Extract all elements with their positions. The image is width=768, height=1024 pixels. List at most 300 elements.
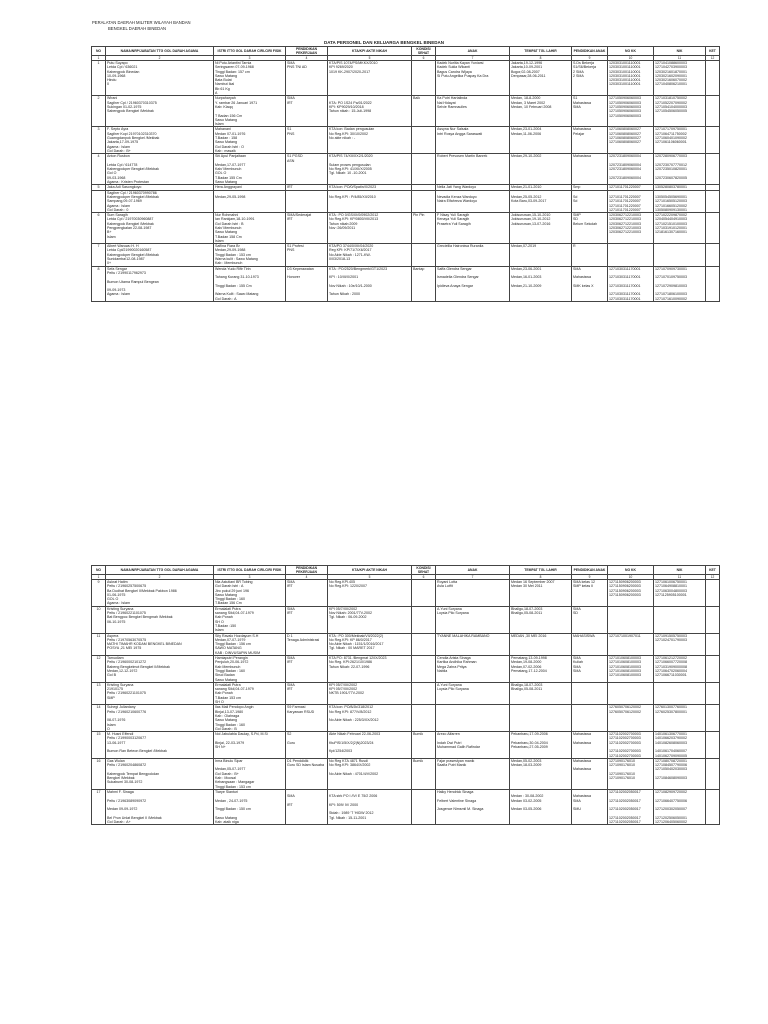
cell-line: Jaka Adi Sasongkoyo	[107, 185, 142, 190]
cell-line	[413, 61, 434, 65]
anak-cell	[436, 682, 510, 704]
cell-line: Nol Jabulabla Daulay, S.Pd, M.Si	[215, 732, 268, 737]
column-number: 1	[92, 56, 106, 61]
anak-cell	[436, 656, 510, 683]
nama-cell	[106, 656, 214, 683]
ttl-cell	[510, 705, 572, 732]
cell-line: 1271084608090003	[655, 776, 687, 781]
cell-line: Islam	[107, 722, 116, 727]
cell-line: 1271102002700003	[609, 740, 641, 745]
header-line-2: BENGKEL DAERAH BINEDAN	[108, 26, 167, 31]
kondisi-cell	[412, 656, 436, 683]
cell-line: SMA	[573, 664, 581, 669]
ket-cell	[706, 580, 720, 607]
cell-line: 0	[107, 82, 109, 87]
ttl-cell	[510, 758, 572, 789]
cell-line: Kartika Andhika Rahman	[437, 660, 477, 665]
cell-line: Peltu / 21990117962973	[107, 270, 146, 275]
cell-line: Mahasiswa	[573, 732, 591, 737]
cell-line: 1203062712210003	[609, 225, 641, 230]
column-header: KET	[706, 566, 720, 575]
cell-line: Si Putu Angelika Puspay Ka Dra	[437, 73, 489, 78]
cell-line: Ni Putu Ariantini Tarnia	[215, 61, 252, 65]
cell-line: Letda Cpl / 636021	[107, 65, 138, 70]
cell-line: Nambut Ikal	[215, 82, 235, 87]
cell-line	[413, 191, 434, 195]
cell-line: 1203031001110001	[609, 82, 641, 87]
cell-line: No Reg. KPI:2621/10/1986	[329, 660, 372, 665]
cell-line: D3 Keperawatan	[287, 266, 314, 271]
pendidikan-anak-cell	[572, 633, 608, 655]
cell-line: Kebangsaan : Mangagar	[215, 780, 255, 785]
cell-line: Sulam proses pengusulan	[329, 162, 371, 167]
kta-cell	[328, 758, 412, 789]
cell-line: Gol Darah : B+	[215, 771, 239, 776]
cell-line	[609, 607, 652, 611]
cell-line: 1271200302050007	[655, 807, 687, 812]
cell-line	[707, 185, 718, 189]
cell-line: 1271090176010	[609, 758, 635, 763]
cell-line	[707, 656, 718, 660]
nik-cell	[654, 213, 706, 244]
cell-line: Medan,29-09-1988	[215, 248, 246, 253]
ket-cell	[706, 127, 720, 154]
cell-line: No Reg.KPI: 41/XII/X/2005	[329, 167, 372, 172]
cell-line: Bat Bengpoc Bengkel Bengmah /Mekbak	[107, 615, 173, 620]
cell-line: 1271042703900003	[655, 65, 687, 70]
cell-line: Mahasiswa	[573, 275, 591, 280]
cell-line: No Reg.KPI: 1220/2007	[329, 584, 367, 589]
cell-line: SMA	[573, 104, 581, 109]
column-header: KONDISI SEHAT	[412, 47, 436, 56]
cell-line: 1271041088600003	[655, 61, 687, 65]
column-header-row	[92, 566, 720, 575]
cell-line: SH O	[215, 619, 224, 624]
cell-line: 1271080708720001	[655, 758, 687, 763]
column-number: 5	[328, 575, 412, 580]
cell-line: 1271070109750003	[655, 275, 687, 280]
cell-line: Sd	[573, 194, 578, 199]
cell-line: 1271125905100001	[655, 592, 687, 597]
pendidikan-anak-cell	[572, 789, 608, 824]
column-header: PENDIDIKAN ANAK	[572, 566, 608, 575]
cell-line: Hindu	[107, 78, 117, 83]
cell-line: Medan,05-02-2003	[511, 758, 542, 763]
cell-line: 1271030311170001	[609, 275, 641, 280]
cell-line: 1203062712210003	[609, 230, 641, 235]
cell-line: Akte Nikah Februari 22-06-2003	[329, 732, 381, 737]
cell-line: Loysia Pilo Suryana	[437, 687, 469, 692]
table-1-body	[92, 61, 720, 302]
cell-line: Ermalalati Putra	[215, 682, 241, 687]
cell-line: Kadek Nurlita Kayan Yuniarsi	[437, 61, 484, 65]
cell-line: Bhaligu,05-08-2011	[511, 687, 543, 692]
cell-line: 1271030311170001	[609, 292, 641, 297]
cell-line: 1203031001110001	[609, 69, 641, 74]
cell-line: KTA kon: PO/8/Jk/318/2012	[329, 705, 374, 710]
cell-line: Medan,29-05-1998	[215, 194, 246, 199]
pendidikan-anak-cell	[572, 190, 608, 212]
ttl-cell	[510, 127, 572, 154]
anak-cell	[436, 127, 510, 154]
cell-line	[609, 683, 652, 687]
cell-line: Peltu / 21960210600776	[107, 709, 147, 714]
cell-line: No Reg.KPI: 30/10/2002	[329, 131, 368, 136]
pendidikan-cell	[286, 213, 328, 244]
cell-line: 1203021602090001	[655, 73, 687, 78]
pendidikan-cell	[286, 61, 328, 96]
ttl-cell	[510, 580, 572, 607]
cell-line: 1207230707770012	[655, 162, 687, 167]
ket-cell	[706, 705, 720, 732]
cell-line: 1271050906060003	[609, 109, 641, 114]
cell-line: Medan 30 Mei 2011	[511, 584, 543, 589]
anak-cell	[436, 580, 510, 607]
cell-line: Agama : Islam	[107, 292, 130, 297]
pendidikan-anak-cell	[572, 606, 608, 633]
column-number: 1	[92, 575, 106, 580]
cell-line: 1271102002050017	[609, 815, 641, 820]
cell-line: 1207231809060004	[609, 167, 641, 172]
personnel-table-1	[91, 46, 720, 302]
cell-line: Binjai, 22-03-1979	[215, 740, 245, 745]
cell-line: 1271102002700003	[609, 753, 641, 758]
cell-line	[437, 705, 508, 709]
cell-line: Binjai,13-07-1980	[215, 709, 244, 714]
ttl-cell	[510, 656, 572, 683]
istri-cell	[214, 266, 286, 301]
cell-line: No Akte Nikah : 4701/4/V/2002	[329, 771, 379, 776]
cell-line: 1271090176010	[609, 763, 635, 768]
kta-cell	[328, 705, 412, 732]
cell-line: 1271011701220007	[609, 199, 641, 204]
cell-line: SAWO MATANG	[215, 646, 242, 651]
cell-line: 1271031810750002	[655, 96, 687, 101]
cell-line: Gol Darah Istri : A	[215, 584, 244, 589]
ket-cell	[706, 633, 720, 655]
anak-cell	[436, 732, 510, 759]
cell-line: Nia Astutiani BR Tobing	[215, 580, 253, 584]
cell-line: Nurpaharyah	[215, 96, 236, 101]
cell-line	[573, 683, 606, 687]
cell-line: 1271021510100003	[655, 221, 687, 226]
cell-line: Tenaga Administrasi	[287, 637, 320, 642]
column-number: 4	[286, 56, 328, 61]
cell-line: 1271091505750003	[655, 633, 687, 638]
cell-line: Kabengpok Bengkel /Mekbak	[107, 221, 154, 226]
cell-line: ASN	[287, 158, 295, 163]
nik-cell	[654, 190, 706, 212]
cell-line: S1/S6/Bekerja	[573, 65, 596, 70]
cell-line: A.Yuni Suryana	[437, 682, 462, 687]
cell-line: Medan, 18-8-2000	[511, 96, 541, 101]
cell-line: Kuliah	[573, 660, 583, 665]
cell-line: Guru	[287, 740, 295, 745]
cell-line: 1207280906770003	[655, 154, 687, 159]
cell-line: Gol Darah : 0	[107, 207, 129, 212]
cell-line: IRT	[287, 687, 293, 692]
cell-line: Tinggi Badan: 157 cm	[215, 69, 250, 74]
cell-line: Kab Ponah	[215, 691, 233, 696]
cell-line: Sagiher Cpl / 21960370310375	[107, 100, 157, 105]
cell-line: 06-10-1975	[107, 619, 126, 624]
anak-cell	[436, 244, 510, 266]
cell-line: Tahun Nikah : 2000	[329, 292, 360, 297]
cell-line: Mahasiswa	[573, 767, 591, 772]
cell-line: SMA	[287, 61, 295, 65]
column-header: ANAK	[436, 47, 510, 56]
cell-line: Wirani	[107, 96, 118, 101]
cell-line: Islam	[107, 234, 116, 239]
cell-line: No Akte Nikah : 225/3/XX/2012	[329, 718, 379, 723]
cell-line: Gol Darah : B+	[107, 148, 131, 153]
kta-cell	[328, 190, 412, 212]
cell-line	[413, 705, 434, 709]
cell-line: Askrat Hatim	[107, 580, 128, 584]
cell-line: Sabengpok Bengkel /Mekbak	[107, 109, 154, 114]
cell-line: Pematang,17-12-2004	[511, 668, 547, 673]
cell-line: KTA/PIS 74/XII/XX2/1/2020	[329, 154, 373, 159]
cell-line: Mahasiswa	[573, 154, 591, 159]
cell-line: Denpasar,28-06-2011	[511, 73, 546, 78]
cell-line: Jakarta,17-09-1975	[107, 140, 139, 145]
kondisi-cell	[412, 682, 436, 704]
cell-line: SD	[573, 611, 578, 616]
cell-line: No Akte Nikah : 1271-KW-	[329, 252, 371, 257]
istri-cell	[214, 606, 286, 633]
cell-line: Cendia Arista Sinaga	[437, 656, 471, 661]
cell-line: 1271071806100003	[655, 292, 687, 297]
ket-cell	[706, 682, 720, 704]
cell-line: Kab/ Membunuh	[215, 167, 242, 172]
cell-line: 1271016605120002	[655, 203, 687, 208]
no-kk-cell	[608, 732, 654, 759]
cell-line: 1203021606070002	[655, 78, 687, 83]
ket-cell	[706, 213, 720, 244]
cell-line	[707, 213, 718, 217]
cell-line: 1276025307800001	[655, 709, 687, 714]
ket-cell	[706, 96, 720, 127]
column-header: NAMA/NRP/JABATAN TTG GOL DARAH AGAMA	[106, 47, 214, 56]
column-header: ISTRI ITTG GOL DARAH CIRI-CIRI FISIK	[214, 47, 286, 56]
no-kk-cell	[608, 154, 654, 185]
table-row	[92, 732, 720, 759]
cell-line: Medan , 24-07-1975	[215, 798, 248, 803]
no-cell: 4	[92, 154, 106, 185]
cell-line: Pin Pin	[413, 213, 425, 218]
nama-cell	[106, 244, 214, 266]
cell-line: Kabengpokper Bengkel /Mekbak	[107, 252, 159, 257]
cell-line: Medan,21-10-2009	[511, 283, 542, 288]
cell-line: Tinggi Badan : 160	[215, 722, 246, 727]
cell-line: 1271022209870002	[655, 213, 687, 218]
column-number: 7	[436, 56, 510, 61]
istri-cell	[214, 96, 286, 127]
cell-line: GOL O	[107, 597, 119, 602]
ket-cell	[706, 606, 720, 633]
cell-line	[707, 127, 718, 131]
cell-line: 1271084507790006	[655, 763, 687, 768]
no-kk-cell	[608, 127, 654, 154]
cell-line: No akte nikah : -	[329, 136, 356, 141]
pendidikan-anak-cell	[572, 656, 608, 683]
cell-line: Sagiher Kopi 21970102310370	[107, 131, 157, 136]
cell-line: 1271071709750001	[655, 127, 687, 132]
cell-line	[413, 185, 434, 189]
cell-line: Nella Jati Yang Wardoyo	[437, 185, 477, 190]
cell-line: Pekanbaru,27-05-2009	[511, 744, 548, 749]
cell-line: SMP	[107, 695, 115, 700]
cell-line: 13-06-1977	[107, 740, 126, 745]
cell-line: No Reg.KPI : P/4/85/XII/2010	[329, 194, 376, 199]
no-kk-cell	[608, 61, 654, 96]
column-number: 9	[572, 56, 608, 61]
cell-line: sanang Sikil,04-07-1979	[215, 687, 254, 692]
cell-line: 1271082909720002	[655, 789, 687, 794]
cell-line: No Reg.KPI: 3864/X/2002	[329, 763, 371, 768]
cell-line: 1271061006750001	[655, 580, 687, 584]
cell-line: Medan,07-07-1979	[215, 637, 246, 642]
cell-line: Sunidamba/12-08-1987	[107, 257, 145, 262]
cell-line: 1271040806210001	[655, 82, 687, 87]
istri-cell	[214, 705, 286, 732]
anak-cell	[436, 606, 510, 633]
cell-line: Sawo Matang	[215, 230, 237, 235]
cell-line: SMA	[287, 794, 295, 799]
kta-cell	[328, 606, 412, 633]
column-number: 2	[106, 56, 214, 61]
cell-line: Hamiaputri Perangin	[215, 656, 248, 661]
cell-line: Bata Bulat	[215, 78, 232, 83]
cell-line: Gol Darah : A+	[107, 820, 131, 825]
cell-line: Mahasiswa	[573, 127, 591, 132]
no-kk-cell	[608, 758, 654, 789]
column-number: 12	[706, 56, 720, 61]
kondisi-cell	[412, 580, 436, 607]
cell-line: Kpi/1254/2003	[329, 749, 353, 754]
no-cell: 8	[92, 266, 106, 301]
cell-line: Tamudiam	[107, 656, 124, 661]
table-row	[92, 61, 720, 96]
cell-line: IRT	[287, 100, 293, 105]
no-cell: 15	[92, 732, 106, 759]
cell-line: SMK kelas X	[573, 283, 594, 288]
cell-line: Prasetra Yuli Saragih	[437, 221, 471, 226]
cell-line: Peltu / 21960204860872	[107, 763, 147, 768]
ket-cell	[706, 61, 720, 96]
column-header: TEMPAT TGL LAHIR	[510, 47, 572, 56]
cell-line: Medan,29-10-2002	[511, 154, 542, 159]
header-line-1: PERALATAN DAERAH MILITER WILAYAH BANDAN	[92, 20, 191, 25]
kta-cell	[328, 213, 412, 244]
cell-line: Jiro pukul 29 juni 196	[215, 588, 249, 593]
cell-line: 1271050906060003	[609, 104, 641, 109]
cell-line: Gol Darah : B	[215, 726, 237, 731]
cell-line: 1203031001110001	[609, 78, 641, 83]
cell-line: KTA kon: PO/0/Spatin/X/2023	[329, 185, 377, 190]
istri-cell	[214, 682, 286, 704]
cell-line: Tinggi Badan : 160	[215, 597, 246, 602]
no-cell: 13	[92, 682, 106, 704]
cell-line: Ka Putri Hartalinda	[437, 96, 468, 101]
no-kk-cell	[608, 266, 654, 301]
cell-line: Medan,12-12-1972	[107, 668, 138, 673]
cell-line: 1271060808060027	[609, 140, 641, 145]
kondisi-cell	[412, 244, 436, 266]
cell-line: KTA strk PO I /IV/ E 75/2 2006	[329, 794, 378, 799]
cell-line: 1203062712210003	[609, 221, 641, 226]
ttl-cell	[510, 789, 572, 824]
cell-line: KPI: 509/ IV/ 2000	[329, 802, 359, 807]
no-cell: 6	[92, 213, 106, 244]
cell-line: 1401062709090005	[655, 753, 687, 758]
cell-line: Islam	[215, 628, 224, 633]
column-number: 6	[412, 575, 436, 580]
cell-line: Letda Cpl / 21970030960887	[107, 217, 154, 222]
cell-line: Sawo Matang	[215, 180, 237, 185]
nama-cell	[106, 266, 214, 301]
cell-line: KTA PO: 8731 /Bengmat 12/IX/2023	[329, 656, 387, 661]
cell-line: SMA	[573, 656, 581, 661]
cell-line: KAB : DINVUSAPIN MUSIM	[215, 650, 261, 655]
cell-line: Reg KPI: KP/71/7/XII/2017	[329, 248, 372, 253]
nama-cell	[106, 580, 214, 607]
cell-line: S1 Profesi	[287, 244, 304, 249]
cell-line: 1207231809060004	[609, 154, 641, 159]
nik-cell	[654, 96, 706, 127]
cell-line: 1271031910120001	[655, 225, 687, 230]
kondisi-cell	[412, 606, 436, 633]
cell-line: 2 SMA	[573, 73, 584, 78]
cell-line	[707, 96, 718, 100]
cell-line: Suhegi Juliardany	[107, 705, 136, 710]
cell-line: Medan,07-2019	[511, 244, 537, 249]
pendidikan-cell	[286, 682, 328, 704]
column-number: 11	[654, 575, 706, 580]
pendidikan-cell	[286, 127, 328, 154]
cell-line: S1	[573, 96, 578, 101]
cell-line: KTA: PO 1S24 Pa/01/2022	[329, 100, 372, 105]
table-2-body	[92, 580, 720, 825]
cell-line: Saafia Putri Manik	[437, 763, 467, 768]
cell-line: Assyna Nur Salsala	[437, 127, 469, 132]
kondisi-cell	[412, 789, 436, 824]
cell-line: Jokisuruwan,13-07-2016	[511, 221, 551, 226]
cell-line: Kabengpok Binedan	[107, 69, 140, 74]
cell-line: Tinggi Badan : 153 cm	[215, 252, 251, 257]
cell-line: Baik	[413, 96, 420, 101]
cell-line	[707, 759, 718, 763]
cell-line: Seringsaren 07-09-1968	[215, 65, 254, 70]
cell-line: Haiky Hendrick Sinaga	[437, 789, 474, 794]
cell-line: Saflina Fiara Br	[215, 244, 240, 249]
no-cell: 7	[92, 244, 106, 266]
cell-line: KPI 9269/2020	[329, 65, 353, 70]
table-row	[92, 213, 720, 244]
cell-line: Tahun nikah:2009	[329, 221, 358, 226]
ket-cell	[706, 656, 720, 683]
cell-line: Medan,05-07-1977	[215, 767, 246, 772]
kondisi-cell	[412, 758, 436, 789]
table-row	[92, 580, 720, 607]
cell-line: Mahasiswa	[573, 758, 591, 763]
cell-line: 1271054104000003	[655, 104, 687, 109]
anak-cell	[436, 705, 510, 732]
cell-line: Kabengpok Tempat Bengpokdan	[107, 771, 160, 776]
kondisi-cell	[412, 96, 436, 127]
cell-line: 1271050906060003	[609, 113, 641, 118]
cell-line: Kab: ataik niga	[215, 820, 239, 825]
